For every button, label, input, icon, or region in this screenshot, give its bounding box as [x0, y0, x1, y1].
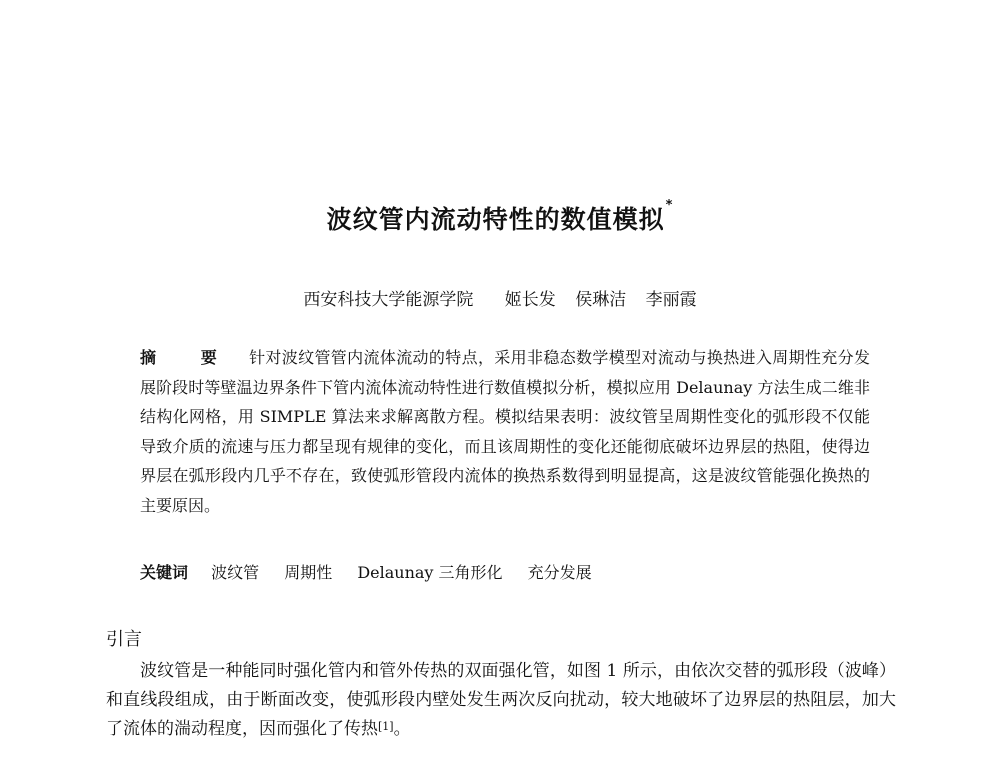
- introduction-text-end: 。: [393, 719, 411, 739]
- author-name: 李丽霞: [645, 290, 697, 310]
- abstract-label: 摘 要: [140, 348, 232, 367]
- keywords-label: 关键词: [140, 563, 189, 582]
- keyword: 波纹管: [211, 563, 260, 582]
- author-name: 姬长发: [504, 290, 556, 310]
- citation-reference[interactable]: [1]: [378, 720, 394, 733]
- abstract-block: [140, 343, 870, 520]
- paper-title: [0, 200, 1000, 236]
- keywords-block: [140, 560, 870, 583]
- affiliation: 西安科技大学能源学院: [303, 290, 474, 310]
- author-line: [0, 285, 1000, 310]
- introduction-paragraph: [106, 657, 896, 744]
- introduction-text: 波纹管是一种能同时强化管内和管外传热的双面强化管，如图 1 所示，由依次交替的弧形段（波峰）和直线段组成，由于断面改变，使弧形段内壁处发生两次反向扰动，较大地破坏了边界层的热阻层，加大了流体的湍动程度，因而强化了传热: [106, 661, 896, 739]
- keyword: 周期性: [284, 563, 333, 582]
- title-footnote-mark: *: [665, 198, 674, 213]
- abstract-text: 针对波纹管管内流体流动的特点，采用非稳态数学模型对流动与换热进入周期性充分发展阶段时等壁温边界条件下管内流体流动特性进行数值模拟分析，模拟应用 Delaunay 方法生成二维非结构化网格，用 SIMPLE 算法来求解离散方程。模拟结果表明：波纹管呈周期性变化的弧形段不仅能导致介质的流速与压力都呈现有规律的变化，而且该周期性的变化还能彻底破坏边界层的热阻，使得边界层在弧形段内几乎不存在，致使弧形管段内流体的换热系数得到明显提高，这是波纹管能强化换热的主要原因。: [140, 348, 870, 515]
- paper-title-text: 波纹管内流动特性的数值模拟: [326, 205, 665, 234]
- section-heading-introduction: 引言: [106, 629, 142, 650]
- keyword: Delaunay 三角形化: [357, 563, 503, 582]
- author-name: 侯琳洁: [575, 290, 627, 310]
- keyword: 充分发展: [527, 563, 592, 582]
